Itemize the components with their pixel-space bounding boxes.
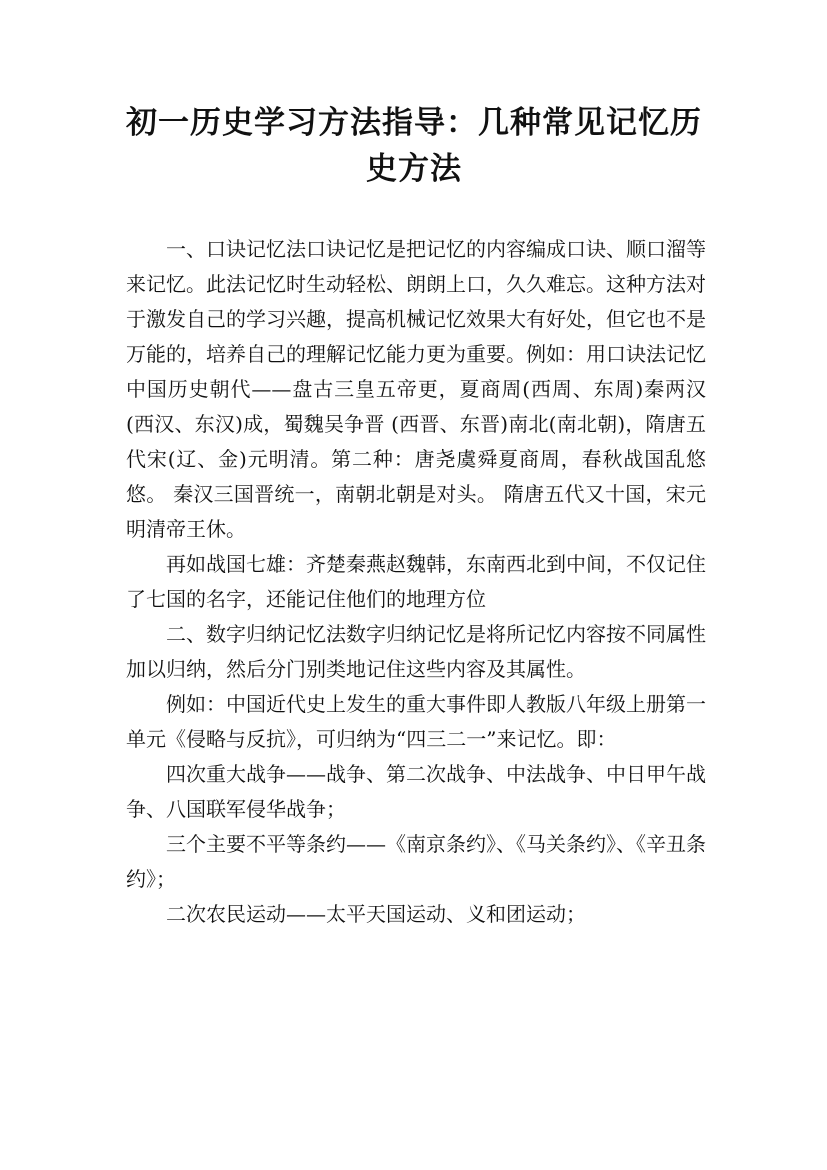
paragraph-mnemonic-method: 一、口诀记忆法口诀记忆是把记忆的内容编成口诀、顺口溜等来记忆。此法记忆时生动轻松、朗朗上口，久久难忘。这种方法对于激发自己的学习兴趣，提高机械记忆效果大有好处，但它也不是万能的，培养自己的理解记忆能力更为重要。例如：用口诀法记忆中国历史朝代——盘古三皇五帝更，夏商周(西周、东周)秦两汉(西汉、东汉)成，蜀魏吴争晋 (西晋、东晋)南北(南北朝)，隋唐五代宋(辽、金)元明清。第二种：唐尧虞舜夏商周，春秋战国乱悠悠。 秦汉三国晋统一，南朝北朝是对头。 隋唐五代又十国，宋元明清帝王休。 <box>126 237 706 541</box>
document-title: 初一历史学习方法指导：几种常见记忆历史方法 <box>126 105 702 187</box>
paragraph-three-treaties: 三个主要不平等条约——《南京条约》、《马关条约》、《辛丑条约》； <box>126 832 706 891</box>
paragraph-four-wars: 四次重大战争——战争、第二次战争、中法战争、中日甲午战争、八国联军侵华战争； <box>126 762 706 821</box>
paragraph-seven-states: 再如战国七雄：齐楚秦燕赵魏韩，东南西北到中间，不仅记住了七国的名字，还能记住他们的地理方位 <box>126 552 706 611</box>
paragraph-two-movements: 二次农民运动——太平天国运动、义和团运动； <box>166 902 586 926</box>
document-body <box>126 232 706 932</box>
paragraph-example: 例如：中国近代史上发生的重大事件即人教版八年级上册第一单元《侵略与反抗》，可归纳为“四三二一”来记忆。即： <box>126 692 706 751</box>
paragraph-number-method: 二、数字归纳记忆法数字归纳记忆是将所记忆内容按不同属性加以归纳，然后分门别类地记住这些内容及其属性。 <box>126 622 706 681</box>
